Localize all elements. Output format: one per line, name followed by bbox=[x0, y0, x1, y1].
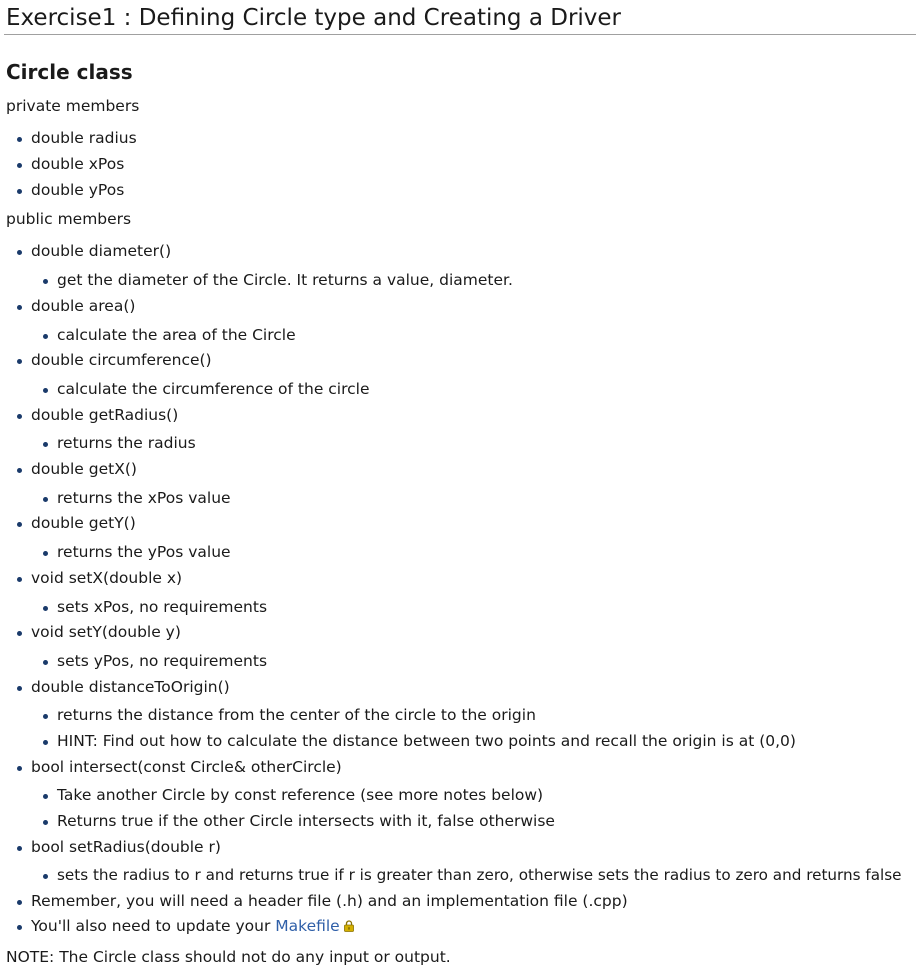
list-item-note: sets yPos, no requirements bbox=[43, 651, 893, 671]
bullet-icon bbox=[17, 359, 22, 364]
list-item: double getX() bbox=[17, 459, 897, 479]
public-members-label: public members bbox=[6, 210, 132, 228]
list-item-note: calculate the circumference of the circle bbox=[43, 379, 893, 399]
list-item: void setX(double x) bbox=[17, 568, 897, 588]
list-item: bool intersect(const Circle& otherCircle) bbox=[17, 757, 897, 777]
private-members-label: private members bbox=[6, 97, 140, 115]
bullet-icon bbox=[17, 468, 22, 473]
list-item: double distanceToOrigin() bbox=[17, 677, 897, 697]
bullet-icon bbox=[17, 577, 22, 582]
bullet-icon bbox=[43, 334, 48, 339]
list-item: void setY(double y) bbox=[17, 622, 897, 642]
bullet-icon bbox=[17, 305, 22, 310]
bullet-icon bbox=[43, 551, 48, 556]
page-title: Exercise1 : Defining Circle type and Creating a Driver bbox=[6, 5, 622, 31]
list-item-note: sets the radius to r and returns true if r is greater than zero, otherwise sets the radius to zero and returns false bbox=[43, 865, 903, 885]
title-divider bbox=[4, 34, 916, 35]
bullet-icon bbox=[17, 522, 22, 527]
list-item-note: HINT: Find out how to calculate the distance between two points and recall the origin is at (0,0) bbox=[43, 731, 893, 751]
list-item-note: Returns true if the other Circle intersects with it, false otherwise bbox=[43, 811, 893, 831]
list-item: Remember, you will need a header file (.h) and an implementation file (.cpp) bbox=[17, 891, 897, 911]
bullet-icon bbox=[17, 631, 22, 636]
bullet-icon bbox=[43, 740, 48, 745]
list-item: double getRadius() bbox=[17, 405, 897, 425]
bullet-icon bbox=[17, 414, 22, 419]
bullet-icon bbox=[17, 163, 22, 168]
list-item-note: Take another Circle by const reference (see more notes below) bbox=[43, 785, 893, 805]
bullet-icon bbox=[17, 846, 22, 851]
bullet-icon bbox=[17, 925, 22, 930]
list-item: double circumference() bbox=[17, 350, 897, 370]
note-text: NOTE: The Circle class should not do any input or output. bbox=[6, 948, 451, 966]
bullet-icon bbox=[17, 900, 22, 905]
list-item: double diameter() bbox=[17, 241, 897, 261]
bullet-icon bbox=[43, 874, 48, 879]
bullet-icon bbox=[43, 279, 48, 284]
list-item: double getY() bbox=[17, 513, 897, 533]
bullet-icon bbox=[43, 660, 48, 665]
bullet-icon bbox=[43, 794, 48, 799]
list-item-note: calculate the area of the Circle bbox=[43, 325, 893, 345]
list-item-note: returns the radius bbox=[43, 433, 893, 453]
bullet-icon bbox=[43, 442, 48, 447]
lock-icon bbox=[343, 920, 355, 932]
list-item-note: returns the distance from the center of the circle to the origin bbox=[43, 705, 893, 725]
bullet-icon bbox=[43, 714, 48, 719]
bullet-icon bbox=[43, 388, 48, 393]
makefile-prefix: You'll also need to update your bbox=[31, 917, 276, 935]
bullet-icon bbox=[17, 250, 22, 255]
bullet-icon bbox=[43, 606, 48, 611]
makefile-link[interactable]: Makefile bbox=[275, 917, 340, 935]
list-item-note: returns the yPos value bbox=[43, 542, 893, 562]
bullet-icon bbox=[17, 189, 22, 194]
bullet-icon bbox=[43, 820, 48, 825]
bullet-icon bbox=[17, 766, 22, 771]
section-title: Circle class bbox=[6, 60, 133, 84]
list-item bbox=[17, 916, 897, 936]
list-item-note: get the diameter of the Circle. It returns a value, diameter. bbox=[43, 270, 893, 290]
bullet-icon bbox=[17, 686, 22, 691]
list-item: bool setRadius(double r) bbox=[17, 837, 897, 857]
list-item-note: sets xPos, no requirements bbox=[43, 597, 893, 617]
bullet-icon bbox=[17, 137, 22, 142]
list-item-note: returns the xPos value bbox=[43, 488, 893, 508]
bullet-icon bbox=[43, 497, 48, 502]
list-item: double area() bbox=[17, 296, 897, 316]
